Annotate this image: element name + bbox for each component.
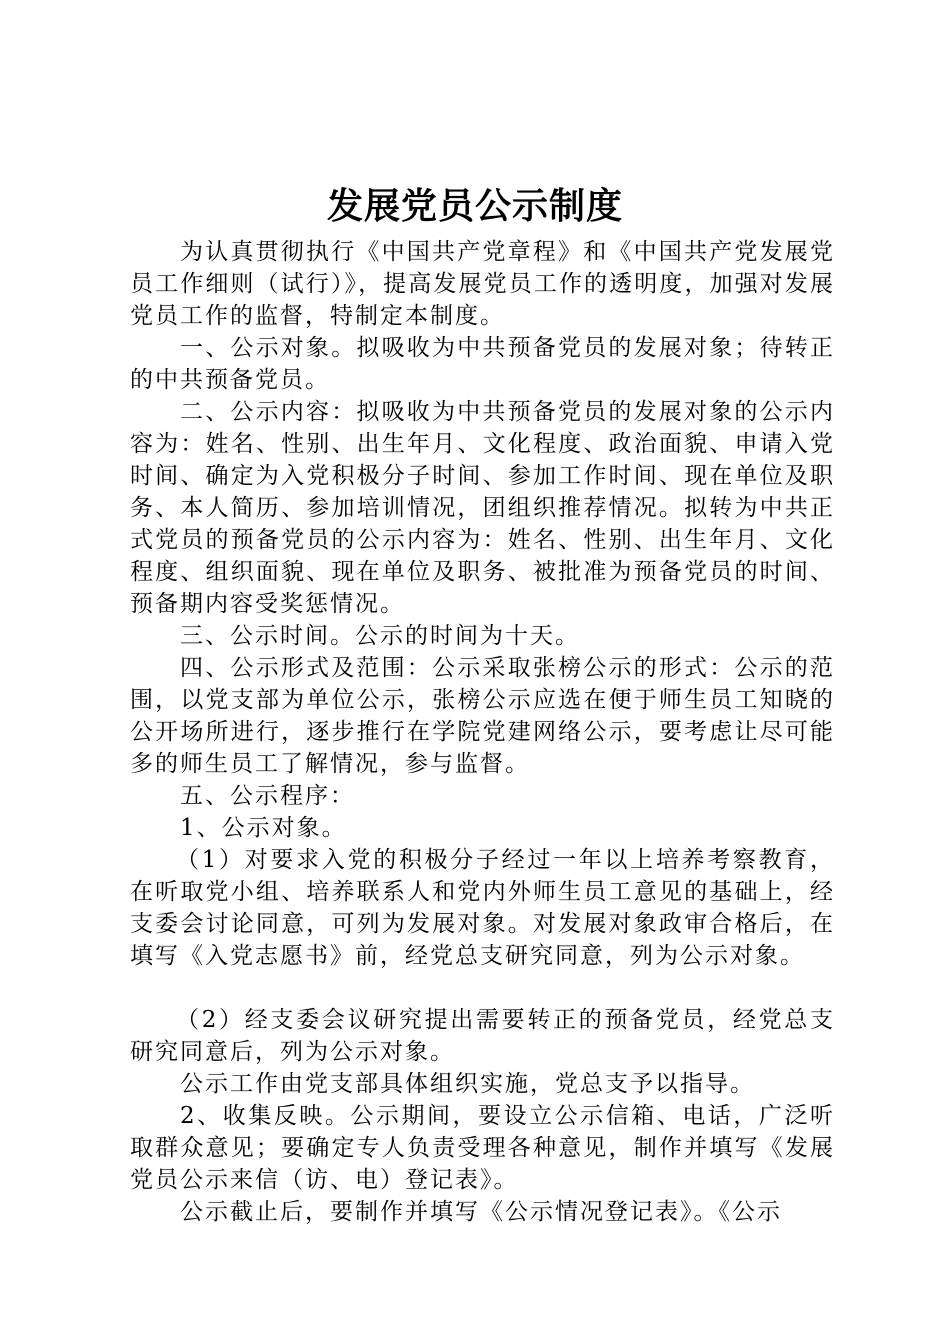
- document-title: 发展党员公示制度: [326, 185, 623, 227]
- paragraph-intro: 为认真贯彻执行《中国共产党章程》和《中国共产党发展党员工作细则（试行）》，提高发展党员工作的透明度，加强对发展党员工作的监督，特制定本制度。: [130, 239, 835, 329]
- paragraph-step-1-item-1: （1）对要求入党的积极分子经过一年以上培养考察教育，在听取党小组、培养联系人和党内外师生员工意见的基础上，经支委会讨论同意，可列为发展对象。对发展对象政审合格后，在填写《入党志愿书》前，经党总支研究同意，列为公示对象。: [130, 847, 835, 969]
- paragraph-gap: [130, 972, 835, 1004]
- paragraph-step-1: 1、公示对象。: [180, 815, 347, 841]
- paragraph-step-2: 2、收集反映。公示期间，要设立公示信箱、电话，广泛听取群众意见；要确定专人负责受理各种意见，制作并填写《发展党员公示来信（访、电）登记表》。: [130, 1103, 835, 1193]
- paragraph-step-1-item-2: （2）经支委会议研究提出需要转正的预备党员，经党总支研究同意后，列为公示对象。: [130, 1007, 835, 1065]
- paragraph-section-5: 五、公示程序：: [180, 783, 355, 809]
- paragraph-section-2: 二、公示内容：拟吸收为中共预备党员的发展对象的公示内容为：姓名、性别、出生年月、文化程度、政治面貌、申请入党时间、确定为入党积极分子时间、参加工作时间、现在单位及职务、本人简历、参加培训情况，团组织推荐情况。拟转为中共正式党员的预备党员的公示内容为：姓名、性别、出生年月、文化程度、组织面貌、现在单位及职务、被批准为预备党员的时间、预备期内容受奖惩情况。: [130, 399, 835, 617]
- paragraph-section-3: 三、公示时间。公示的时间为十天。: [180, 623, 580, 649]
- paragraph-implementation: 公示工作由党支部具体组织实施，党总支予以指导。: [180, 1071, 755, 1097]
- paragraph-after-deadline: 公示截止后，要制作并填写《公示情况登记表》。《公示: [180, 1199, 782, 1225]
- paragraph-section-4: 四、公示形式及范围：公示采取张榜公示的形式：公示的范围，以党支部为单位公示，张榜公示应选在便于师生员工知晓的公开场所进行，逐步推行在学院党建网络公示，要考虑让尽可能多的师生员工了解情况，参与监督。: [130, 655, 835, 777]
- document-body: [130, 236, 835, 1228]
- paragraph-section-1: 一、公示对象。拟吸收为中共预备党员的发展对象；待转正的中共预备党员。: [130, 335, 835, 393]
